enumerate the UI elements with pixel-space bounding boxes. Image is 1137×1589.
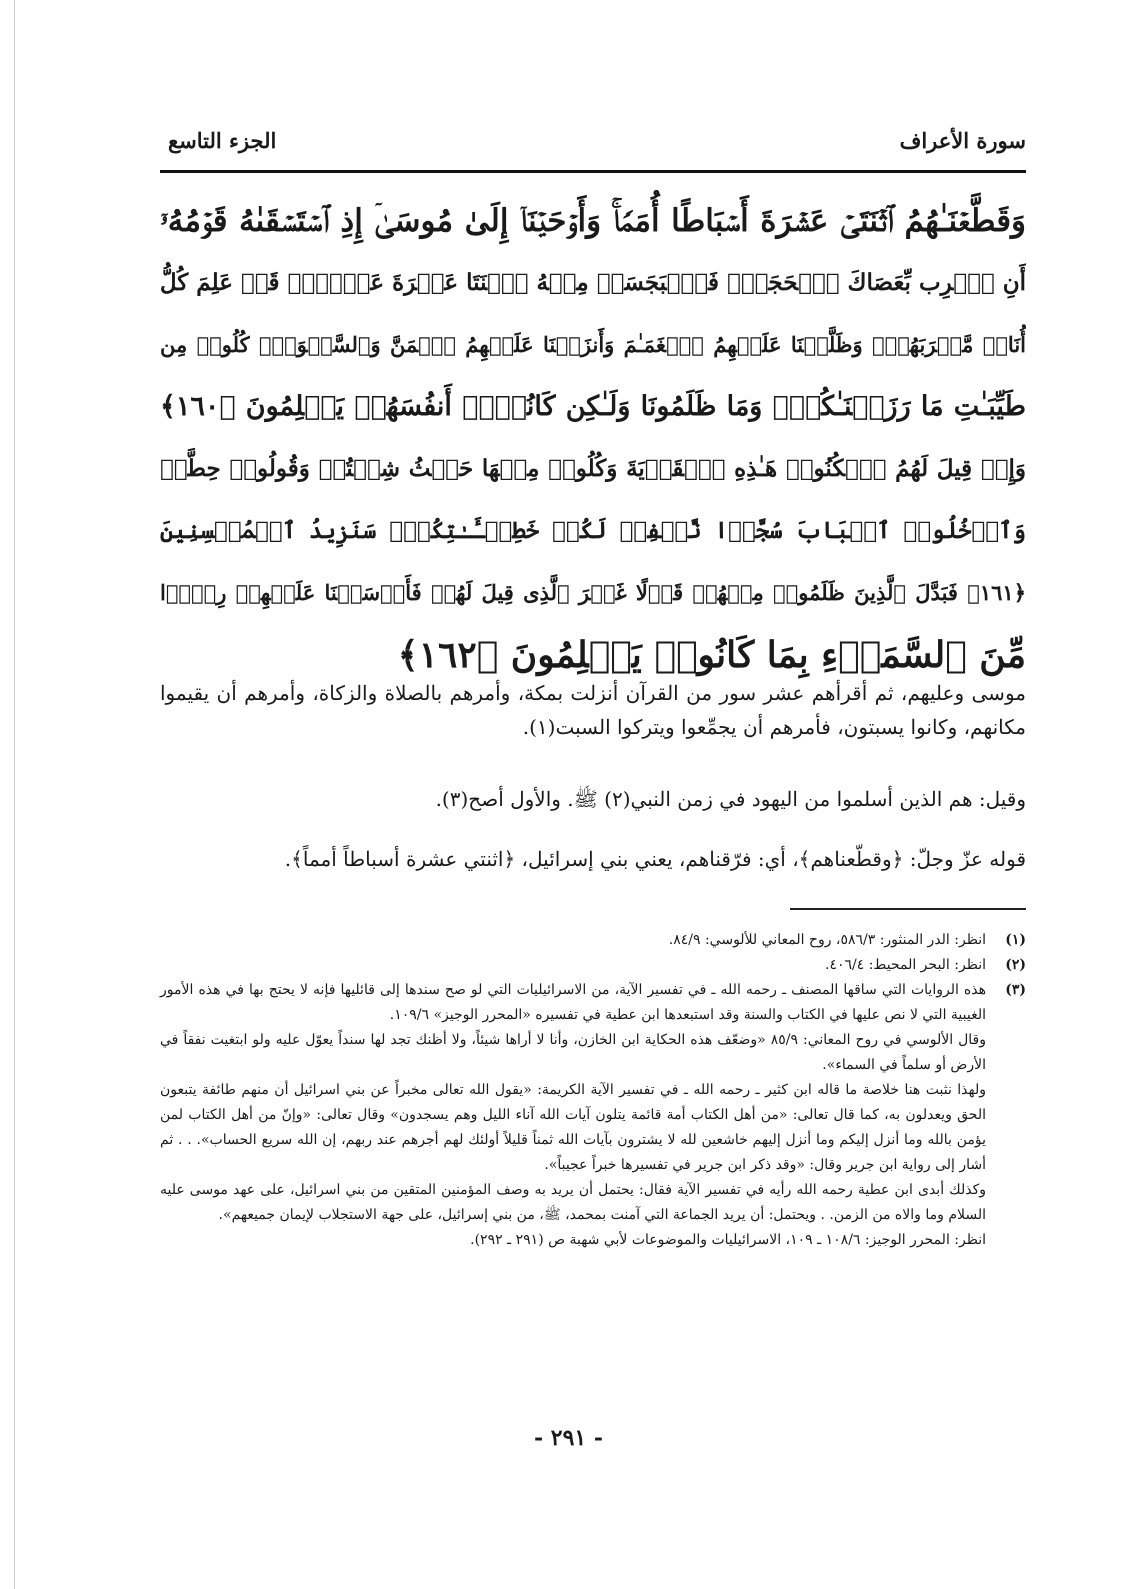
footnote-text: انظر: الدر المنثور: ٥٨٦/٣، روح المعاني للألوسي: ٨٤/٩. [668,932,986,948]
footnotes-section [160,928,1026,1253]
quran-line: أُنَاسࣲ مَّشۡرَبَهُمۡۚ وَظَلَّلۡنَا عَلَیۡهِمُ ٱلۡغَمَـٰمَ وَأَنزَلۡنَا عَلَیۡهِمُ ٱلۡمَنَّ وَٱلسَّلۡوَىٰۖ كُلُوا۟ مِن [160,332,1026,357]
quran-line: مِّنَ ٱلسَّمَاۤءِ بِمَا كَانُوا۟ یَظۡلِمُونَ ﴿١٦٢﴾ [397,634,1026,676]
footnote-continuation: وقال الألوسي في روح المعاني: ٨٥/٩ «وضعّف هذه الحكاية ابن الخازن، وأنا لا أراها شيئاً، ولا أظنك تجد لها سنداً يعوّل عليه ولو ابتغيت نفقاً في الأرض أو سلماً في السماء». [160,1032,986,1073]
footnote-divider [790,908,1026,910]
footnote-number: (١) [1005,932,1026,948]
quran-line: وَإِذۡ قِیلَ لَهُمُ ٱسۡكُنُوا۟ هَـٰذِهِ ٱلۡقَرۡیَةَ وَكُلُوا۟ مِنۡهَا حَیۡثُ شِئۡتُمۡ وَقُولُوا۟ حِطَّةࣱ [160,455,1026,482]
page-number: - ٢٩١ - [533,1425,604,1451]
header-divider [160,170,1026,173]
footnote-continuation: ولهذا نثبت هنا خلاصة ما قاله ابن كثير ـ رحمه الله ـ في تفسير الآية الكريمة: «يقول الله تعالى مخبراً عن بني اسرائيل أن منهم طائفة يتبعون الحق ويعدلون به، كما قال تعالى: «من أهل الكتاب أمة قائمة يتلون آيات الله آناء الليل وهم يسجدون» وقال تعالى: «وإنّ من أهل الكتاب لمن يؤمن بالله وما أنزل إليكم وما أنزل إليهم خاشعين لله لا يشترون بآيات الله ثمناً قليلاً أولئك لهم أجرهم عند ربهم، إن الله سريع الحساب». . . ثم أشار إلى رواية ابن جرير وقال: «وقد ذكر ابن جرير في تفسيرها خبراً عجيباً». [160,1082,986,1173]
footnote [160,978,1026,1028]
juz-title: الجزء التاسع [168,128,277,153]
footnote-number: (٣) [1005,982,1026,998]
quran-line: ﴿١٦١﴾ فَبَدَّلَ ٱلَّذِینَ ظَلَمُوا۟ مِنۡهُمۡ قَوۡلًا غَیۡرَ ٱلَّذِی قِیلَ لَهُمۡ فَأَرۡسَلۡنَا عَلَیۡهِمۡ رِجۡزࣰا [160,580,1026,605]
footnote-text: انظر: البحر المحيط: ٤٠٦/٤. [825,957,986,973]
footnote-continuation: وكذلك أبدى ابن عطية رحمه الله رأيه في تفسير الآية فقال: يحتمل أن يريد به وصف المؤمنين المتقين من بني اسرائيل، على عهد موسى عليه السلام وما والاه من الزمن. . ويحتمل: أن يريد الجماعة التي آمنت بمحمد، ﷺ، من بني إسرائيل، على جهة الاستجلاب لإيمان جميعهم». [160,1182,986,1223]
commentary-text: وقيل: هم الذين أسلموا من اليهود في زمن النبي(٢) ﷺ. والأول أصح(٣). [435,787,1026,811]
footnote-text: هذه الروايات التي ساقها المصنف ـ رحمه الله ـ في تفسير الآية، من الاسرائيليات التي لو صح سندها إلى قائليها فإنه لا يحتج بها في هذه الأمور الغيبية التي لا نص عليها في الكتاب والسنة وقد استبعدها ابن عطية في تفسيره «المحرر الوجيز» ١٠٩/٦. [160,982,986,1023]
commentary-text: موسى وعليهم، ثم أقرأهم عشر سور من القرآن أنزلت بمكة، وأمرهم بالصلاة والزكاة، وأمرهم أن يقيموا مكانهم، وكانوا يسبتون، فأمرهم أن يجمِّعوا ويتركوا السبت(١). [160,681,1026,739]
page-edge-line [14,0,15,1589]
page-header [160,128,1026,162]
commentary-paragraph [160,842,1026,876]
quran-line: طَیِّبَـٰتِ مَا رَزَقۡنَـٰكُمۡۚ وَمَا ظَلَمُونَا وَلَـٰكِن كَانُوۤا۟ أَنفُسَهُمۡ یَظۡلِمُونَ ﴿١٦٠﴾ [160,391,1026,422]
quran-line: أَنِ ٱضۡرِب بِّعَصَاكَ ٱلۡحَجَرَۖ فَٱنۢبَجَسَتۡ مِنۡهُ ٱثۡنَتَا عَشۡرَةَ عَیۡنࣰاۖ قَدۡ عَلِمَ كُلُّ [160,269,1026,296]
footnote-number: (٢) [1005,957,1026,973]
footnote [160,953,1026,978]
commentary-paragraph [160,676,1026,744]
footnote [160,928,1026,953]
surah-title: سورة الأعراف [899,128,1026,153]
commentary-text: قوله عزّ وجلّ: ﴿وقطّعناهم﴾، أي: فرّقناهم، يعني بني إسرائيل، ﴿اثنتي عشرة أسباطاً أمماً﴾. [284,847,1026,871]
quran-line: وَقَطَّعۡنَـٰهُمُ ٱثۡنَتَیۡ عَشۡرَةَ أَسۡبَاطًا أُمَمࣰاۚ وَأَوۡحَیۡنَاۤ إِلَىٰ مُوسَىٰۤ إِذِ ٱسۡتَسۡقَىٰهُ قَوۡمُهُۥۤ [160,203,1026,239]
footnote-continuation: انظر: المحرر الوجيز: ١٠٨/٦ ـ ١٠٩، الاسرائيليات والموضوعات لأبي شهبة ص (٢٩١ ـ ٢٩٢). [470,1232,986,1248]
quran-line: وَٱدۡخُلُوا۟ ٱلۡبَابَ سُجَّدࣰا نَّغۡفِرۡ لَكُمۡ خَطِیۤـَٔـٰتِكُمۡۚ سَنَزِیدُ ٱلۡمُحۡسِنِینَ [160,517,1026,544]
commentary-paragraph [160,782,1026,816]
quran-text-block [160,190,1026,686]
